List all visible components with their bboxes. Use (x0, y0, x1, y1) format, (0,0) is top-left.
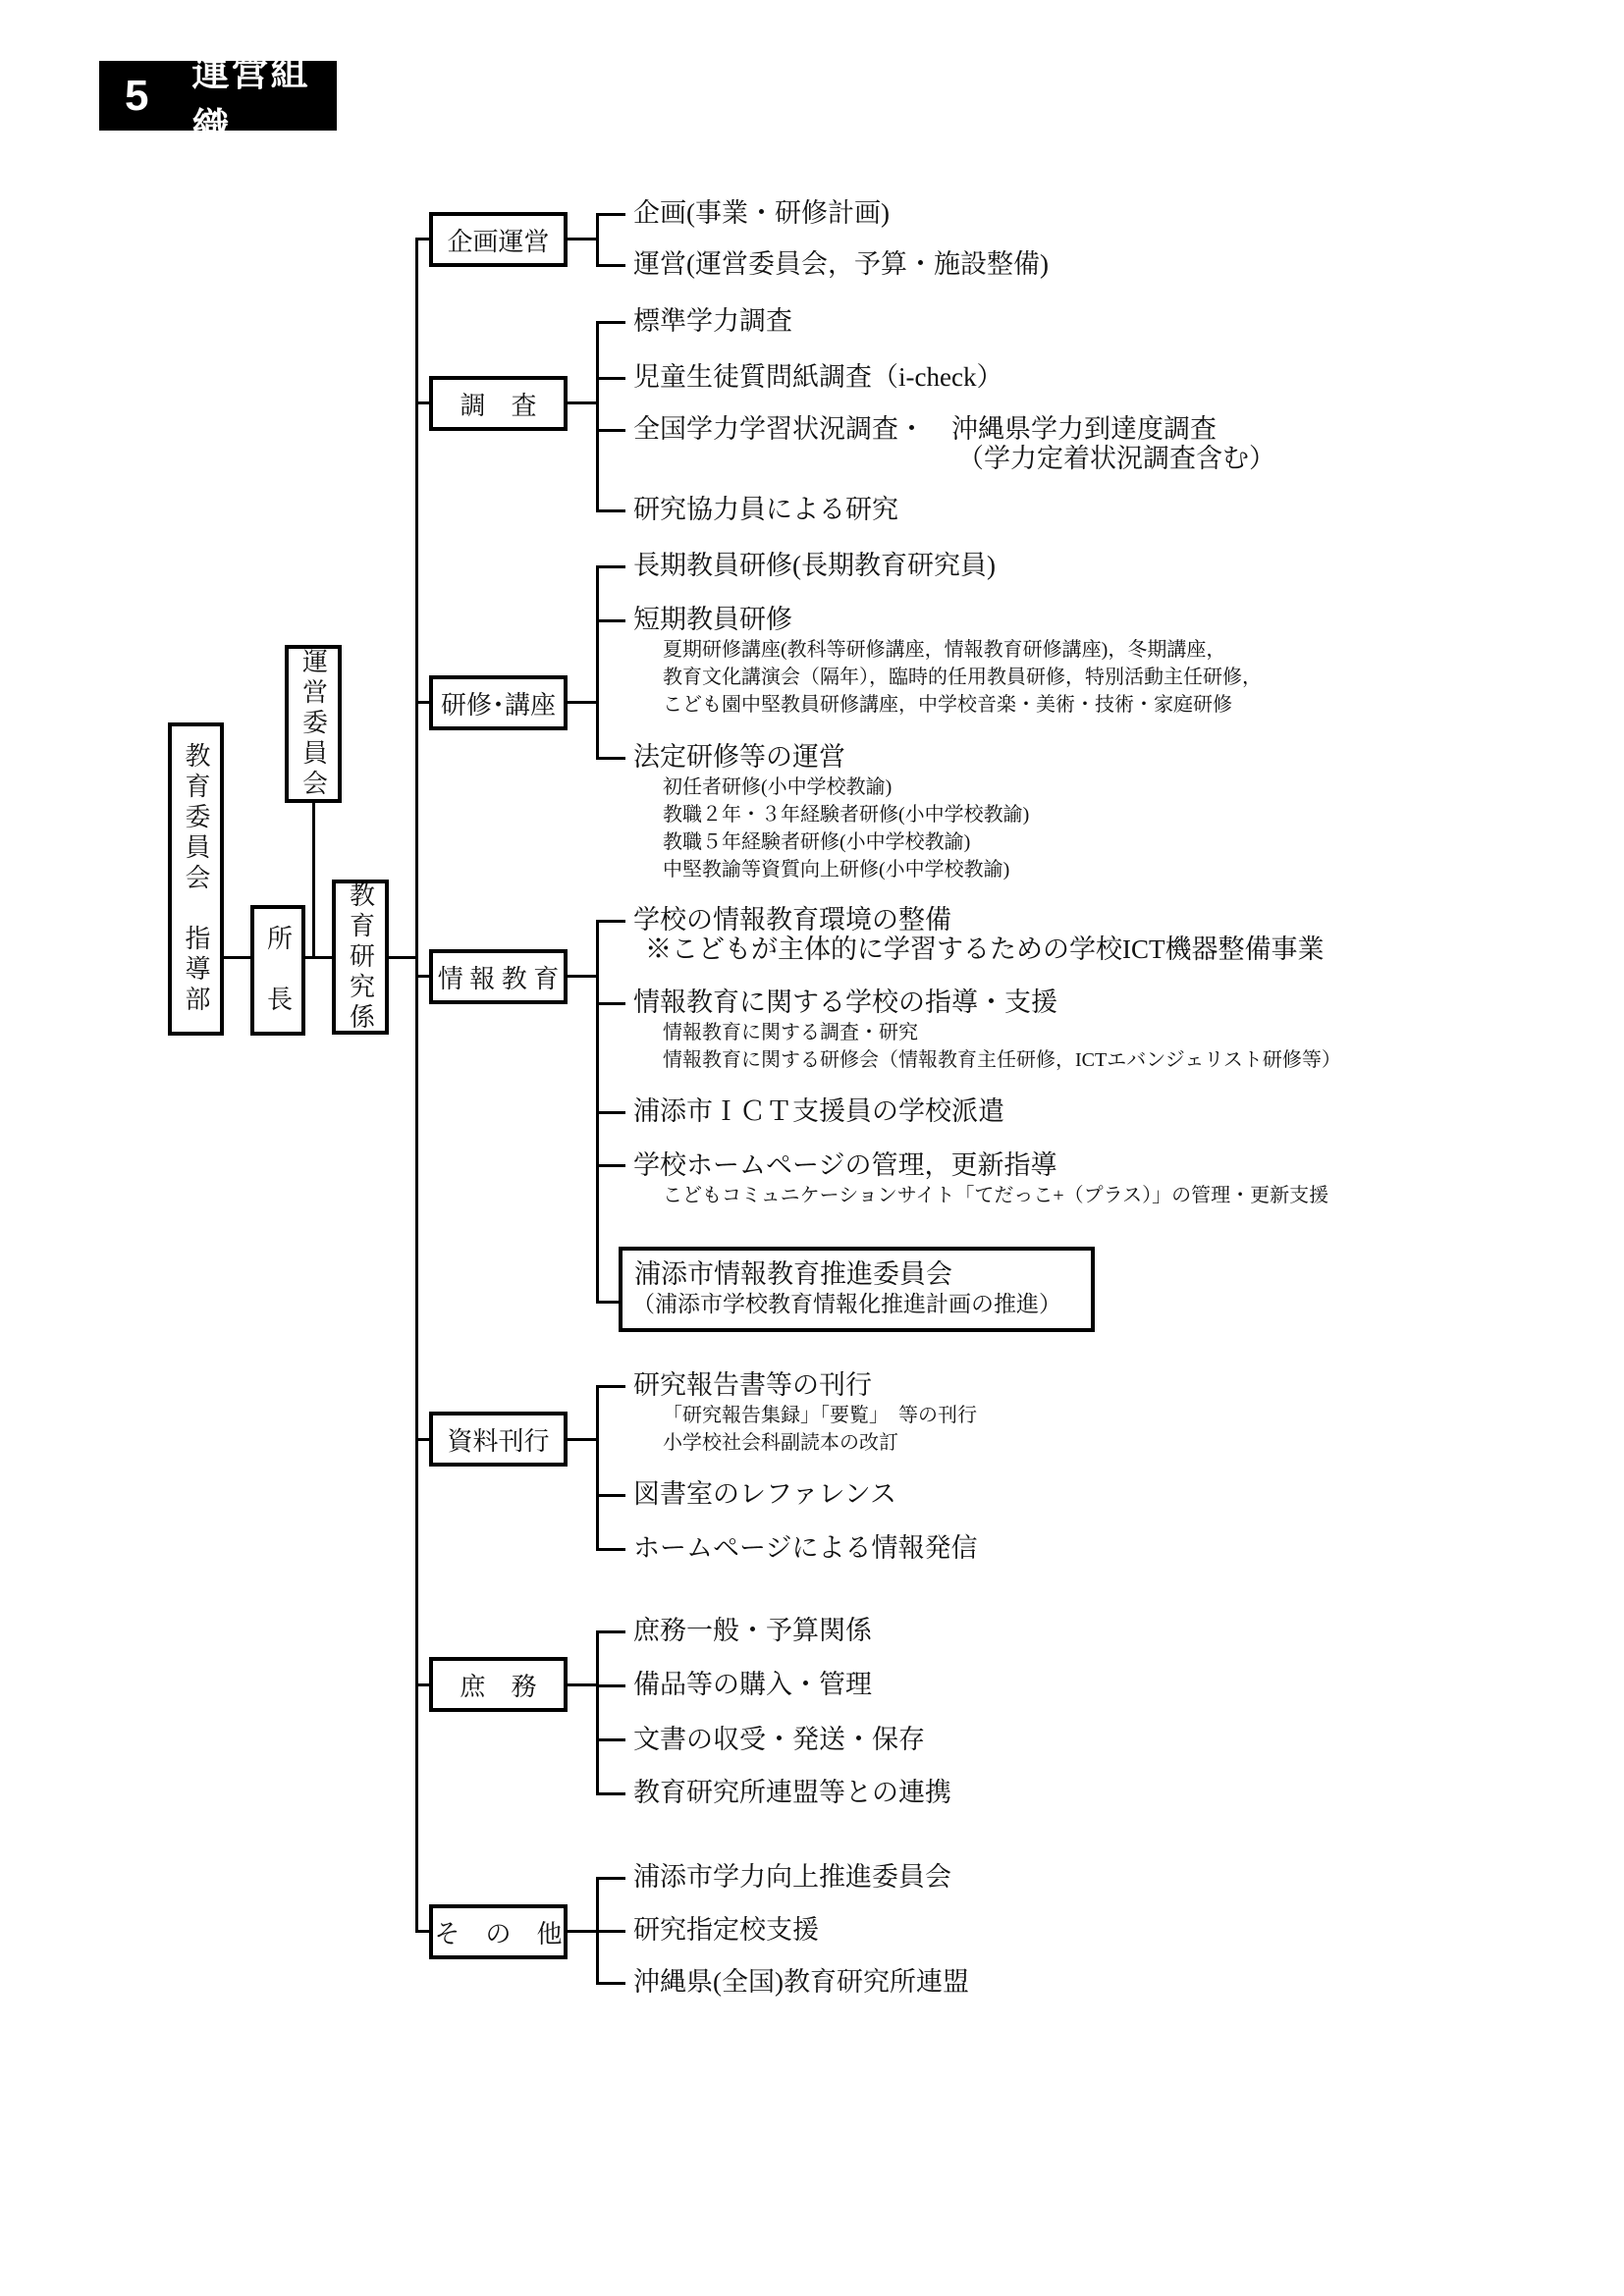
item-text: ホームページによる情報発信 (633, 1533, 978, 1563)
tick-line (596, 1877, 625, 1880)
connector-line (305, 956, 332, 959)
item-text: 研究報告書等の刊行 (633, 1370, 872, 1400)
item-subtext: こども園中堅教員研修講座，中学校音楽・美術・技術・家庭研修 (663, 694, 1232, 716)
list-item (633, 198, 890, 228)
item-text: 文書の収受・発送・保存 (633, 1725, 925, 1754)
item-text: 庶務一般・予算関係 (633, 1616, 872, 1645)
item-subtext: 中堅教諭等資質向上研修(小中学校教諭) (663, 859, 1010, 881)
list-item (633, 249, 1049, 279)
item-text: 研究協力員による研究 (633, 495, 898, 524)
tick-line (596, 920, 625, 923)
board-of-education-box: 教育委員会 指導部 (168, 722, 224, 1036)
item-text: 教育研究所連盟等との連携 (633, 1778, 951, 1807)
committee-box (619, 1247, 1095, 1332)
item-text: 長期教員研修(長期教育研究員) (633, 551, 996, 580)
director-box: 所 長 (250, 905, 305, 1036)
section-box-training: 研修･講座 (429, 675, 568, 730)
tick-line (596, 565, 625, 568)
section-box-publications: 資料刊行 (429, 1412, 568, 1467)
tick-line (596, 619, 625, 622)
connector-line (415, 1438, 429, 1441)
tick-line (596, 1385, 625, 1388)
item-text: 沖縄県(全国)教育研究所連盟 (633, 1967, 969, 1997)
tick-line (596, 1164, 625, 1167)
item-text-line2: ※こどもが主体的に学習するための学校ICT機器整備事業 (645, 934, 1325, 964)
list-item (633, 742, 1029, 883)
list-item (633, 1967, 969, 1997)
section-box-planning: 企画運営 (429, 212, 568, 267)
title-banner (99, 52, 337, 148)
connector-line (415, 1930, 429, 1933)
connector-line (568, 1683, 596, 1686)
connector-line (568, 1930, 596, 1933)
list-item (633, 1778, 951, 1807)
item-text-line2: （学力定着状況調査含む） (957, 444, 1275, 473)
list-item (633, 1533, 977, 1563)
connector-line (312, 803, 315, 959)
list-item (633, 362, 1002, 392)
branch-line (596, 1385, 599, 1551)
tick-line (596, 1684, 625, 1687)
item-text: 情報教育に関する学校の指導・支援 (633, 988, 1057, 1017)
list-item (633, 551, 996, 580)
tick-line (596, 264, 625, 267)
list-item (633, 495, 898, 524)
tick-line (596, 213, 625, 216)
page-title: 運営組織 (191, 52, 310, 148)
connector-line (415, 401, 429, 404)
list-item (633, 1725, 925, 1754)
branch-line (596, 1630, 599, 1795)
section-box-general-affairs: 庶 務 (429, 1657, 568, 1712)
item-subtext: 教職２年・３年経験者研修(小中学校教諭) (663, 804, 1030, 826)
tick-line (596, 1002, 625, 1005)
connector-line (415, 1683, 429, 1686)
item-text: 法定研修等の運営 (633, 742, 845, 772)
tick-line (596, 1630, 625, 1633)
tick-line (596, 1111, 625, 1114)
branch-line (596, 565, 599, 760)
item-subtext: 初任者研修(小中学校教諭) (663, 776, 893, 798)
list-item (633, 1915, 819, 1945)
branch-line (596, 321, 599, 511)
list-item (633, 1096, 1004, 1126)
item-subtext: 情報教育に関する調査・研究 (663, 1022, 918, 1043)
tick-line (596, 509, 625, 512)
connector-line (568, 1438, 596, 1441)
list-item (633, 414, 1275, 473)
steering-committee-box: 運営委員会 (285, 645, 342, 803)
section-box-it-education: 情 報 教 育 (429, 949, 568, 1004)
research-section-box: 教育研究係 (332, 880, 389, 1035)
item-subtext: 教職５年経験者研修(小中学校教諭) (663, 831, 971, 853)
connector-line (568, 701, 596, 704)
connector-line (389, 956, 415, 959)
tick-line (596, 1738, 625, 1741)
item-text: 備品等の購入・管理 (633, 1670, 872, 1699)
list-item (633, 1862, 951, 1892)
committee-title: 浦添市情報教育推進委員会 (634, 1259, 952, 1289)
list-item (633, 905, 1325, 964)
item-text: 全国学力学習状況調査・ 沖縄県学力到達度調査 (633, 414, 1217, 444)
item-text: 企画(事業・研修計画) (633, 198, 890, 228)
item-text: 運営(運営委員会，予算・施設整備) (633, 249, 1049, 279)
connector-line (568, 975, 596, 978)
trunk-line (415, 238, 418, 1933)
list-item (633, 1479, 896, 1509)
section-box-others: そ の 他 (429, 1904, 568, 1959)
item-text: 図書室のレファレンス (633, 1479, 896, 1509)
tick-line (596, 1930, 625, 1933)
list-item (633, 1670, 872, 1699)
tick-line (596, 1494, 625, 1497)
connector-line (415, 975, 429, 978)
connector-line (224, 956, 250, 959)
committee-subtitle: （浦添市学校教育情報化推進計画の推進） (632, 1292, 1061, 1316)
tick-line (596, 1792, 625, 1795)
connector-line (415, 701, 429, 704)
tick-line (596, 1982, 625, 1985)
item-subtext: 教育文化講演会（隔年），臨時的任用教員研修，特別活動主任研修， (663, 667, 1262, 688)
connector-line (568, 238, 596, 240)
item-text: 学校の情報教育環境の整備 (633, 905, 951, 934)
branch-line (596, 213, 599, 267)
item-text: 短期教員研修 (633, 605, 792, 634)
section-box-survey: 調 査 (429, 376, 568, 431)
item-text: 浦添市ＩＣＴ支援員の学校派遣 (633, 1096, 1004, 1126)
item-text: 学校ホームページの管理，更新指導 (633, 1150, 1057, 1180)
list-item (633, 605, 1262, 719)
list-item (633, 306, 792, 336)
item-subtext: 「研究報告集録」「要覧」 等の刊行 (663, 1405, 977, 1426)
item-subtext: こどもコミュニケーションサイト「てだっこ+（プラス）」の管理・更新支援 (663, 1185, 1329, 1206)
title-number: 5 (125, 71, 149, 120)
tick-line (596, 757, 625, 760)
item-text: 浦添市学力向上推進委員会 (633, 1862, 951, 1892)
item-subtext: 小学校社会科副読本の改訂 (663, 1432, 898, 1454)
item-subtext: 情報教育に関する研修会（情報教育主任研修，ICTエバンジェリスト研修等） (663, 1049, 1341, 1071)
tick-line (596, 321, 625, 324)
list-item (633, 1370, 977, 1457)
list-item (633, 1616, 872, 1645)
tick-line (596, 1548, 625, 1551)
tick-line (596, 377, 625, 380)
list-item (633, 1150, 1328, 1209)
connector-line (415, 238, 429, 240)
connector-line (568, 401, 596, 404)
item-subtext: 夏期研修講座(教科等研修講座，情報教育研修講座)，冬期講座， (663, 639, 1226, 661)
item-text: 児童生徒質問紙調査（i-check） (633, 362, 1003, 392)
tick-line (596, 429, 625, 432)
item-text: 研究指定校支援 (633, 1915, 819, 1945)
item-text: 標準学力調査 (633, 306, 792, 336)
list-item (633, 988, 1341, 1074)
